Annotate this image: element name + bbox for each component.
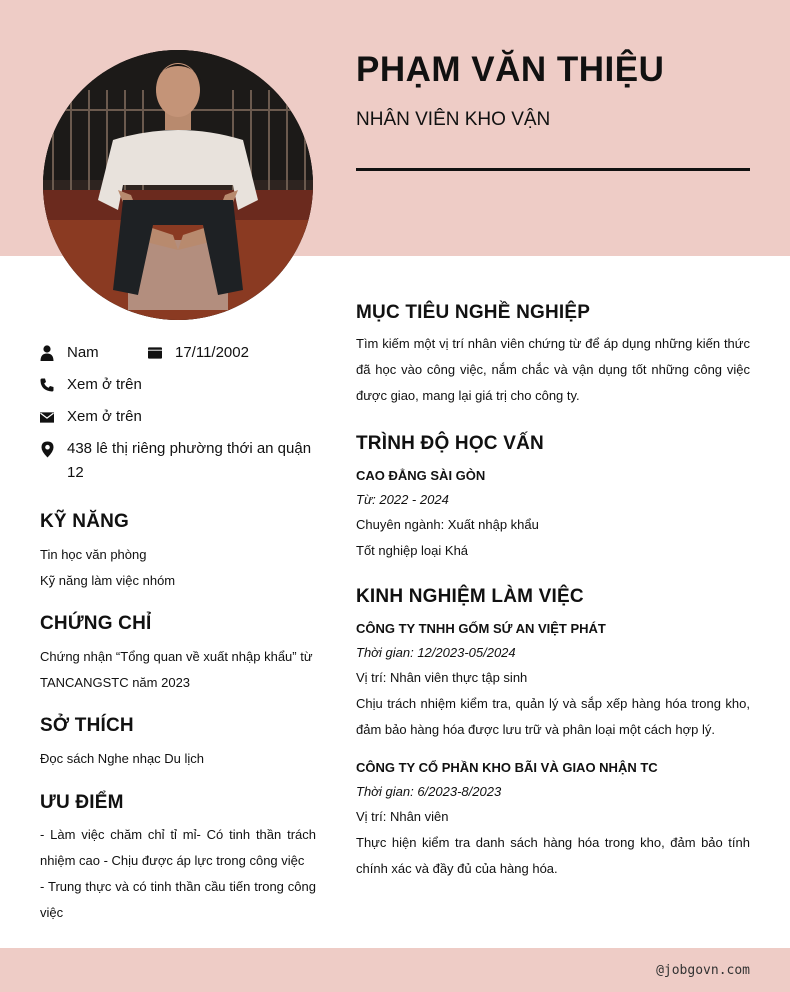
education-grade: Tốt nghiệp loại Khá bbox=[356, 543, 469, 558]
address-row bbox=[40, 437, 317, 485]
candidate-name: PHẠM VĂN THIỆU bbox=[356, 50, 665, 89]
calendar-icon bbox=[148, 341, 162, 365]
objective-title: MỤC TIÊU NGHỀ NGHIỆP bbox=[356, 302, 591, 323]
objective-text: Tìm kiếm một vị trí nhân viên chứng từ để áp dụng những kiến thức đã học vào công việc, nắm chắc và vận dụng tốt những công việc được giao, mang lại giá trị cho công ty. bbox=[356, 336, 750, 403]
email-value: Xem ở trên bbox=[67, 408, 142, 425]
company-name: CÔNG TY CỔ PHẦN KHO BÃI VÀ GIAO NHẬN TC bbox=[356, 760, 658, 775]
experience-title: KINH NGHIỆM LÀM VIỆC bbox=[356, 586, 584, 607]
mail-icon bbox=[40, 405, 54, 429]
school-name: CAO ĐẲNG SÀI GÒN bbox=[356, 468, 486, 483]
email-row bbox=[40, 405, 317, 429]
phone-value: Xem ở trên bbox=[67, 376, 142, 393]
certificates-title: CHỨNG CHỈ bbox=[40, 613, 152, 634]
phone-row bbox=[40, 373, 317, 397]
experience-entry bbox=[356, 617, 750, 743]
skill-item: Kỹ năng làm việc nhóm bbox=[40, 573, 176, 588]
phone-icon bbox=[40, 373, 54, 397]
strengths-list bbox=[40, 822, 316, 926]
skills-title: KỸ NĂNG bbox=[40, 511, 130, 532]
strengths-title: ƯU ĐIỂM bbox=[40, 792, 124, 813]
profile-photo-illustration bbox=[43, 50, 313, 320]
birthdate-value: 17/11/2002 bbox=[175, 344, 249, 361]
strength-item: - Làm việc chăm chỉ tỉ mỉ- Có tinh thần trách nhiệm cao - Chịu được áp lực trong công việc bbox=[40, 827, 316, 868]
skill-item: Tin học văn phòng bbox=[40, 547, 147, 562]
education-entry bbox=[356, 464, 750, 564]
skills-list bbox=[40, 542, 316, 594]
job-description: Chịu trách nhiệm kiểm tra, quản lý và sắp xếp hàng hóa trong kho, đảm bảo hàng hóa được lưu trữ và phân loại một cách hợp lý. bbox=[356, 696, 750, 737]
education-major: Chuyên ngành: Xuất nhập khẩu bbox=[356, 517, 539, 532]
certificates-text: Chứng nhận “Tổng quan về xuất nhập khẩu” từ TANCANGSTC năm 2023 bbox=[40, 649, 313, 690]
job-time: Thời gian: 6/2023-8/2023 bbox=[356, 784, 502, 799]
header-divider bbox=[356, 168, 750, 171]
experience-entry bbox=[356, 756, 750, 882]
company-name: CÔNG TY TNHH GỐM SỨ AN VIỆT PHÁT bbox=[356, 621, 606, 636]
job-time: Thời gian: 12/2023-05/2024 bbox=[356, 645, 516, 660]
hobbies-title: SỞ THÍCH bbox=[40, 715, 134, 736]
education-title: TRÌNH ĐỘ HỌC VẤN bbox=[356, 433, 544, 454]
person-icon bbox=[40, 341, 54, 365]
education-period: Từ: 2022 - 2024 bbox=[356, 492, 449, 507]
location-pin-icon bbox=[40, 437, 54, 461]
address-value: 438 lê thị riêng phường thới an quận 12 bbox=[67, 440, 312, 481]
candidate-position: NHÂN VIÊN KHO VẬN bbox=[356, 109, 551, 130]
profile-photo bbox=[43, 50, 313, 320]
job-role: Vị trí: Nhân viên thực tập sinh bbox=[356, 670, 528, 685]
job-description: Thực hiện kiểm tra danh sách hàng hóa trong kho, đảm bảo tính chính xác và đầy đủ của hàng hóa. bbox=[356, 835, 750, 876]
hobbies-text: Đọc sách Nghe nhạc Du lịch bbox=[40, 751, 205, 766]
gender-value: Nam bbox=[67, 344, 99, 361]
strength-item: - Trung thực và có tinh thần cầu tiến trong công việc bbox=[40, 879, 316, 920]
gender-row bbox=[40, 341, 249, 365]
job-role: Vị trí: Nhân viên bbox=[356, 809, 449, 824]
footer-watermark: @jobgovn.com bbox=[656, 963, 750, 978]
